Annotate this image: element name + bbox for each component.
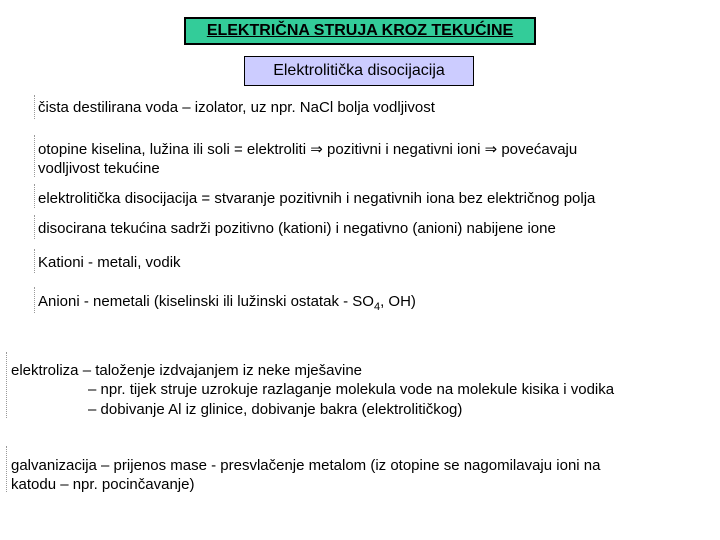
line-elektroliti-text-b: pozitivni i negativni ioni bbox=[322, 141, 485, 158]
line-galvanizacija-cont: katodu – npr. pocinčavanje) bbox=[11, 476, 195, 493]
divider bbox=[34, 249, 35, 273]
line-elektroliti-text-c: povećavaju bbox=[497, 141, 578, 158]
line-elektroliza-example-1: – npr. tijek struje uzrokuje razlaganje molekula vode na molekule kisika i vodika bbox=[88, 381, 615, 398]
implies-arrow-icon: ⇒ bbox=[310, 140, 323, 158]
line-destilirana-voda: čista destilirana voda – izolator, uz npr. NaCl bolja vodljivost bbox=[38, 99, 435, 116]
line-anioni-subscript: 4 bbox=[373, 301, 381, 313]
implies-arrow-icon: ⇒ bbox=[484, 140, 498, 158]
line-anioni-text-b: , OH) bbox=[380, 293, 416, 310]
divider bbox=[34, 95, 35, 119]
line-elektroliti bbox=[38, 140, 577, 159]
divider bbox=[34, 287, 35, 313]
line-elektroliza-example-2: – dobivanje Al iz glinice, dobivanje bakra (elektrolitičkog) bbox=[88, 401, 463, 418]
divider bbox=[34, 184, 35, 208]
line-disocirana-tekucina: disocirana tekućina sadrži pozitivno (kationi) i negativno (anioni) nabijene ione bbox=[38, 220, 556, 237]
section-subtitle: Elektrolitička disocijacija bbox=[244, 56, 474, 86]
line-disocijacija: elektrolitička disocijacija = stvaranje pozitivnih i negativnih iona bez električnog polja bbox=[38, 190, 596, 207]
line-elektroliti-text-a: otopine kiselina, lužina ili soli = elektroliti bbox=[38, 141, 311, 158]
page-title: ELEKTRIČNA STRUJA KROZ TEKUĆINE bbox=[184, 17, 536, 45]
divider bbox=[6, 446, 7, 492]
divider bbox=[6, 352, 7, 418]
line-galvanizacija: galvanizacija – prijenos mase - presvlačenje metalom (iz otopine se nagomilavaju ioni na bbox=[11, 457, 601, 474]
line-elektroliza: elektroliza – taloženje izdvajanjem iz neke mješavine bbox=[11, 362, 363, 379]
divider bbox=[34, 215, 35, 239]
divider bbox=[34, 135, 35, 177]
line-kationi: Kationi - metali, vodik bbox=[38, 254, 181, 271]
line-anioni bbox=[38, 292, 416, 317]
line-anioni-text-a: Anioni - nemetali (kiselinski ili lužinski ostatak - SO bbox=[38, 293, 374, 310]
line-elektroliti-cont: vodljivost tekućine bbox=[38, 160, 160, 177]
